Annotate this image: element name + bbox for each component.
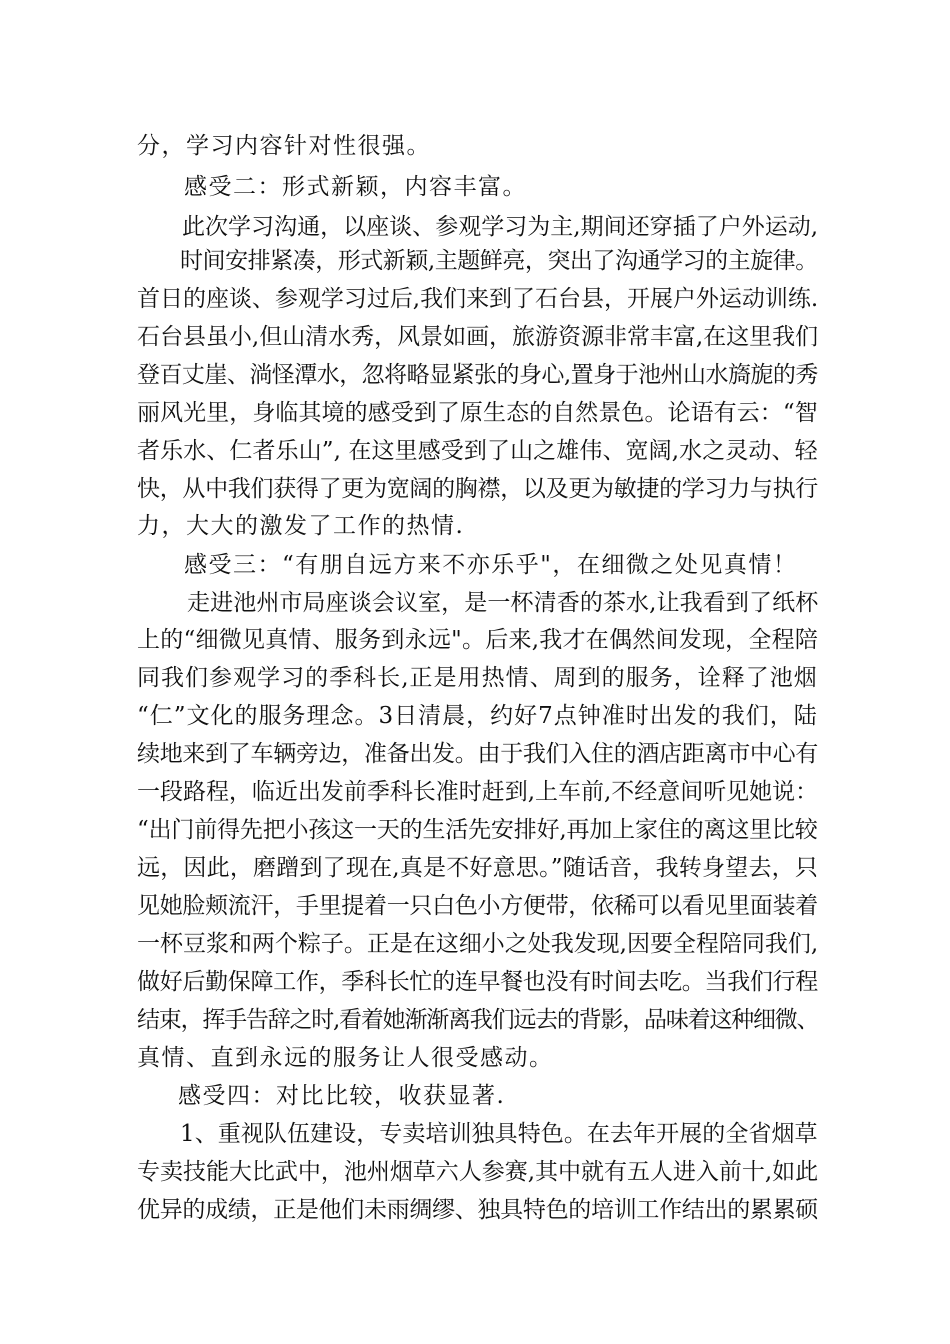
text-line: 上的“细微见真情、服务到永远"。后来,我才在偶然间发现，全程陪 [137, 627, 819, 653]
text-line: 专卖技能大比武中，池州烟草六人参赛,其中就有五人进入前十,如此 [137, 1159, 819, 1185]
text-line: 登百丈崖、淌怪潭水，忽将略显紧张的身心,置身于池州山水旖旎的秀 [137, 362, 818, 388]
text-line: 分，学习内容针对性很强。 [137, 133, 431, 159]
text-line: 续地来到了车辆旁边，准备出发。由于我们入住的酒店距离市中心有 [137, 741, 819, 767]
text-line: 力，大大的激发了工作的热情. [137, 513, 465, 539]
text-line: 做好后勤保障工作，季科长忙的连早餐也没有时间去吃。当我们行程 [137, 969, 819, 995]
text-line: 丽风光里，身临其境的感受到了原生态的自然景色。论语有云：“智 [137, 400, 818, 426]
text-line: 者乐水、仁者乐山”, 在这里感受到了山之雄伟、宽阔,水之灵动、轻 [137, 438, 818, 464]
text-line: 1、重视队伍建设，专卖培训独具特色。在去年开展的全省烟草 [180, 1121, 818, 1147]
text-line: 此次学习沟通，以座谈、参观学习为主,期间还穿插了户外运动, [182, 214, 819, 240]
text-line: 时间安排紧凑，形式新颖,主题鲜亮，突出了沟通学习的主旋律。 [180, 248, 818, 274]
text-line: 同我们参观学习的季科长,正是用热情、周到的服务，诠释了池烟 [137, 665, 818, 691]
text-line: 优异的成绩，正是他们未雨绸缪、独具特色的培训工作结出的累累硕 [137, 1197, 819, 1223]
text-line: 一段路程，临近出发前季科长准时赶到,上车前,不经意间听见她说： [137, 779, 819, 805]
section-heading: 感受三：“有朋自远方来不亦乐乎"，在细微之处见真情！ [184, 552, 798, 578]
text-line: “出门前得先把小孩这一天的生活先安排好,再加上家住的离这里比较 [137, 817, 818, 843]
text-line: 首日的座谈、参观学习过后,我们来到了石台县，开展户外运动训练. [137, 286, 819, 312]
text-line: 石台县虽小,但山清水秀，风景如画，旅游资源非常丰富,在这里我们 [137, 324, 819, 350]
text-line: 走进池州市局座谈会议室，是一杯清香的茶水,让我看到了纸杯 [187, 590, 819, 616]
text-line: 快，从中我们获得了更为宽阔的胸襟，以及更为敏捷的学习力与执行 [137, 476, 819, 502]
text-line: 真情、直到永远的服务让人很受感动。 [137, 1045, 554, 1071]
text-line: 结束，挥手告辞之时,看着她渐渐离我们远去的背影，品味着这种细微、 [137, 1007, 819, 1033]
text-line: 见她脸颊流汗，手里提着一只白色小方便带，依稀可以看见里面装着 [137, 893, 819, 919]
section-heading: 感受四：对比比较，收获显著. [178, 1083, 506, 1109]
text-line: 远，因此，磨蹭到了现在,真是不好意思。”随话音，我转身望去，只 [137, 855, 819, 881]
text-line: “仁”文化的服务理念。3日清晨，约好7点钟准时出发的我们，陆 [137, 703, 818, 729]
text-line: 一杯豆浆和两个粽子。正是在这细小之处我发现,因要全程陪同我们, [137, 931, 819, 957]
section-heading: 感受二：形式新颖，内容丰富。 [184, 174, 527, 200]
